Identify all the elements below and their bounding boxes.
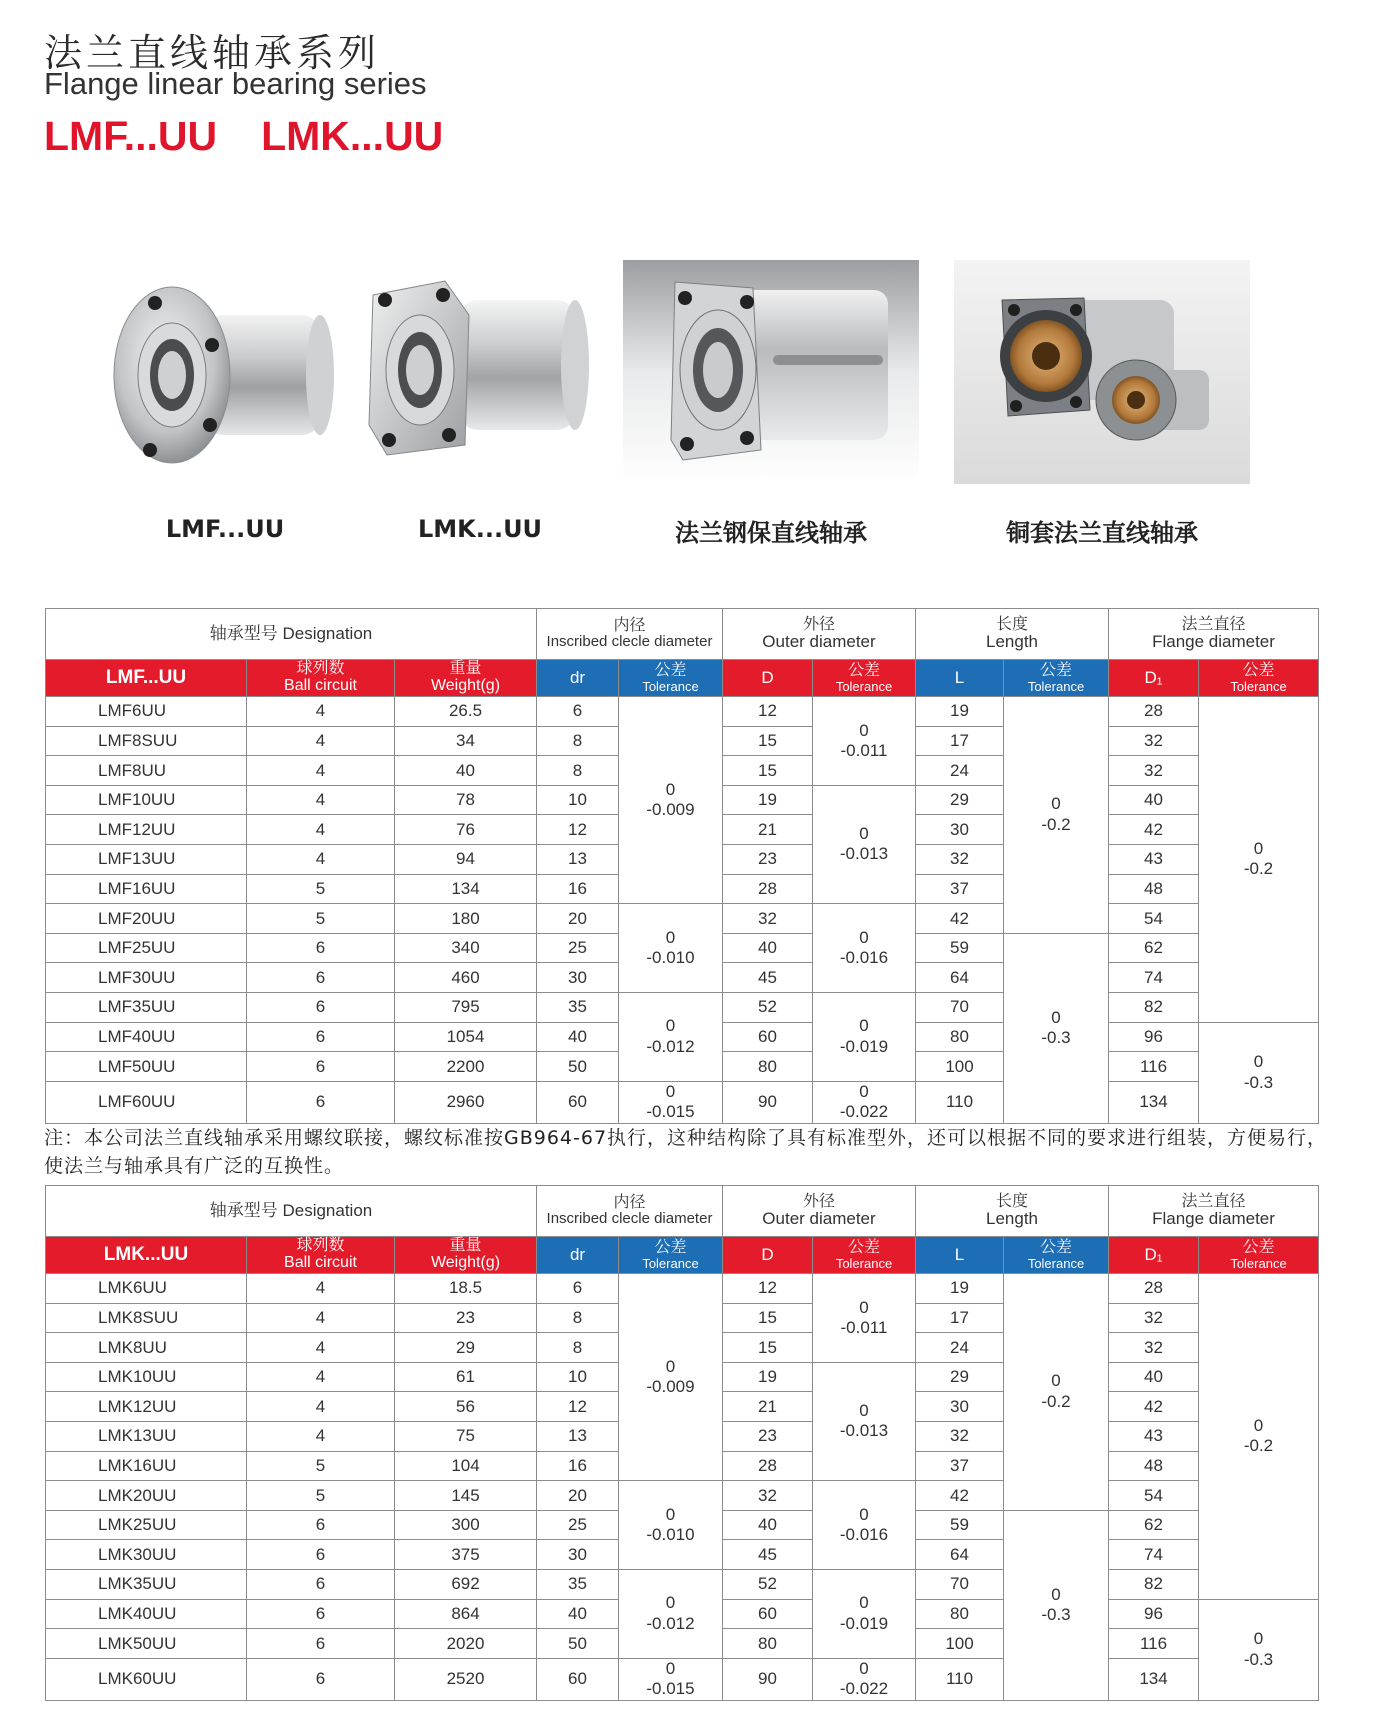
model-cell: LMK8SUU <box>46 1303 247 1333</box>
model-cell: LMK16UU <box>46 1451 247 1481</box>
flange-diameter-header: 法兰直径 Flange diameter <box>1109 609 1319 660</box>
d-header: D <box>723 660 813 697</box>
series-header: LMF...UU <box>46 660 247 697</box>
l-cell: 29 <box>916 785 1004 815</box>
table-row <box>46 697 1319 727</box>
d-cell: 52 <box>723 1569 813 1599</box>
d-cell: 80 <box>723 1052 813 1082</box>
model-cell: LMK30UU <box>46 1540 247 1570</box>
weight-cell: 180 <box>395 904 537 934</box>
d-cell: 60 <box>723 1599 813 1629</box>
dr-cell: 35 <box>537 992 619 1022</box>
d-cell: 15 <box>723 1303 813 1333</box>
dr-header: dr <box>537 1237 619 1274</box>
model-cell: LMK13UU <box>46 1421 247 1451</box>
d1-cell: 43 <box>1109 844 1199 874</box>
d1-tolerance-cell: 0 -0.2 <box>1199 1274 1319 1600</box>
dr-cell: 40 <box>537 1022 619 1052</box>
ball-circuit-cell: 6 <box>247 1510 395 1540</box>
weight-cell: 78 <box>395 785 537 815</box>
series-model-lmf: LMF...UU <box>44 113 218 159</box>
inner-diameter-header: 内径 Inscribed clecle diameter <box>537 1186 723 1237</box>
l-cell: 24 <box>916 756 1004 786</box>
dr-cell: 13 <box>537 1421 619 1451</box>
d-tolerance-cell: 0 -0.016 <box>813 1481 916 1570</box>
d-cell: 19 <box>723 785 813 815</box>
flange-diameter-header: 法兰直径 Flange diameter <box>1109 1186 1319 1237</box>
d1-cell: 116 <box>1109 1629 1199 1659</box>
d1-cell: 96 <box>1109 1599 1199 1629</box>
dr-cell: 25 <box>537 1510 619 1540</box>
ball-circuit-cell: 4 <box>247 726 395 756</box>
dr-tolerance-cell: 0 -0.010 <box>619 1481 723 1570</box>
d-tolerance-header: 公差 Tolerance <box>813 1237 916 1274</box>
weight-cell: 23 <box>395 1303 537 1333</box>
model-cell: LMF13UU <box>46 844 247 874</box>
ball-circuit-cell: 4 <box>247 1303 395 1333</box>
l-cell: 80 <box>916 1022 1004 1052</box>
inner-diameter-header: 内径 Inscribed clecle diameter <box>537 609 723 660</box>
d1-cell: 134 <box>1109 1658 1199 1700</box>
spec-table-lmk <box>45 1185 1319 1701</box>
dr-cell: 40 <box>537 1599 619 1629</box>
d1-cell: 116 <box>1109 1052 1199 1082</box>
l-cell: 70 <box>916 1569 1004 1599</box>
weight-cell: 145 <box>395 1481 537 1511</box>
photo-flange-steel-cage <box>623 260 919 484</box>
photo-copper-sleeve-flange <box>954 260 1250 484</box>
weight-cell: 300 <box>395 1510 537 1540</box>
model-cell: LMF35UU <box>46 992 247 1022</box>
note-text: 注：本公司法兰直线轴承采用螺纹联接，螺纹标准按GB964-67执行，这种结构除了具有标准型外，还可以根据不同的要求进行组装，方便易行， 使法兰与轴承具有广泛的互换性。 <box>44 1127 1328 1177</box>
d1-cell: 28 <box>1109 697 1199 727</box>
page-title-cn: 法兰直线轴承系列 <box>44 31 381 75</box>
d-cell: 23 <box>723 844 813 874</box>
table-row <box>46 904 1319 934</box>
d1-cell: 32 <box>1109 726 1199 756</box>
model-cell: LMK35UU <box>46 1569 247 1599</box>
d1-cell: 54 <box>1109 904 1199 934</box>
weight-cell: 2520 <box>395 1658 537 1700</box>
model-cell: LMK25UU <box>46 1510 247 1540</box>
dr-cell: 20 <box>537 904 619 934</box>
dr-cell: 35 <box>537 1569 619 1599</box>
ball-circuit-header: 球列数 Ball circuit <box>247 1237 395 1274</box>
weight-cell: 460 <box>395 963 537 993</box>
dr-header: dr <box>537 660 619 697</box>
d1-cell: 82 <box>1109 1569 1199 1599</box>
model-cell: LMF8UU <box>46 756 247 786</box>
d1-tolerance-cell: 0 -0.3 <box>1199 1599 1319 1700</box>
d1-cell: 74 <box>1109 1540 1199 1570</box>
l-cell: 19 <box>916 1274 1004 1304</box>
d-cell: 90 <box>723 1081 813 1123</box>
l-cell: 37 <box>916 874 1004 904</box>
dr-tolerance-cell: 0 -0.012 <box>619 1569 723 1658</box>
l-cell: 17 <box>916 1303 1004 1333</box>
weight-cell: 76 <box>395 815 537 845</box>
d-cell: 19 <box>723 1362 813 1392</box>
d1-cell: 40 <box>1109 785 1199 815</box>
ball-circuit-cell: 5 <box>247 874 395 904</box>
dr-cell: 20 <box>537 1481 619 1511</box>
model-cell: LMF10UU <box>46 785 247 815</box>
model-cell: LMF50UU <box>46 1052 247 1082</box>
d-cell: 45 <box>723 963 813 993</box>
model-cell: LMK10UU <box>46 1362 247 1392</box>
l-cell: 42 <box>916 904 1004 934</box>
d-cell: 12 <box>723 697 813 727</box>
ball-circuit-cell: 5 <box>247 904 395 934</box>
dr-cell: 6 <box>537 1274 619 1304</box>
d-tolerance-cell: 0 -0.022 <box>813 1081 916 1123</box>
dr-cell: 12 <box>537 1392 619 1422</box>
weight-cell: 340 <box>395 933 537 963</box>
weight-cell: 26.5 <box>395 697 537 727</box>
model-cell: LMF20UU <box>46 904 247 934</box>
dr-cell: 50 <box>537 1629 619 1659</box>
d-cell: 80 <box>723 1629 813 1659</box>
d-cell: 32 <box>723 904 813 934</box>
weight-header: 重量 Weight(g) <box>395 660 537 697</box>
d1-cell: 134 <box>1109 1081 1199 1123</box>
ball-circuit-cell: 4 <box>247 815 395 845</box>
designation-header: 轴承型号 Designation <box>46 609 537 660</box>
table-row <box>46 1658 1319 1700</box>
d-tolerance-cell: 0 -0.019 <box>813 1569 916 1658</box>
d-cell: 52 <box>723 992 813 1022</box>
l-cell: 64 <box>916 963 1004 993</box>
d-tolerance-header: 公差 Tolerance <box>813 660 916 697</box>
table-row <box>46 1274 1319 1304</box>
d-tolerance-cell: 0 -0.016 <box>813 904 916 993</box>
d-cell: 15 <box>723 1333 813 1363</box>
dr-cell: 60 <box>537 1658 619 1700</box>
l-cell: 59 <box>916 1510 1004 1540</box>
series-header: LMK...UU <box>46 1237 247 1274</box>
weight-cell: 34 <box>395 726 537 756</box>
d1-cell: 42 <box>1109 1392 1199 1422</box>
d-cell: 40 <box>723 933 813 963</box>
l-tolerance-header: 公差 Tolerance <box>1004 1237 1109 1274</box>
d-cell: 21 <box>723 1392 813 1422</box>
d1-cell: 32 <box>1109 756 1199 786</box>
caption-lmf: LMF...UU <box>165 515 285 543</box>
dr-tolerance-header: 公差 Tolerance <box>619 1237 723 1274</box>
weight-cell: 40 <box>395 756 537 786</box>
length-header: 长度 Length <box>916 609 1109 660</box>
ball-circuit-cell: 4 <box>247 785 395 815</box>
weight-cell: 864 <box>395 1599 537 1629</box>
d1-cell: 40 <box>1109 1362 1199 1392</box>
dr-cell: 12 <box>537 815 619 845</box>
ball-circuit-cell: 6 <box>247 1658 395 1700</box>
dr-cell: 8 <box>537 1333 619 1363</box>
table-row <box>46 1481 1319 1511</box>
model-cell: LMK12UU <box>46 1392 247 1422</box>
model-cell: LMK8UU <box>46 1333 247 1363</box>
d1-cell: 74 <box>1109 963 1199 993</box>
l-cell: 32 <box>916 1421 1004 1451</box>
spec-table-lmf <box>45 608 1319 1124</box>
weight-cell: 29 <box>395 1333 537 1363</box>
d1-header: D₁ <box>1109 660 1199 697</box>
designation-header: 轴承型号 Designation <box>46 1186 537 1237</box>
d1-tolerance-cell: 0 -0.2 <box>1199 697 1319 1023</box>
d-header: D <box>723 1237 813 1274</box>
ball-circuit-cell: 4 <box>247 1392 395 1422</box>
d-cell: 12 <box>723 1274 813 1304</box>
dr-cell: 50 <box>537 1052 619 1082</box>
dr-tolerance-cell: 0 -0.009 <box>619 697 723 904</box>
d-cell: 60 <box>723 1022 813 1052</box>
weight-cell: 104 <box>395 1451 537 1481</box>
d1-cell: 96 <box>1109 1022 1199 1052</box>
length-header: 长度 Length <box>916 1186 1109 1237</box>
d1-tolerance-header: 公差 Tolerance <box>1199 1237 1319 1274</box>
ball-circuit-cell: 6 <box>247 1599 395 1629</box>
ball-circuit-cell: 4 <box>247 1274 395 1304</box>
d-cell: 23 <box>723 1421 813 1451</box>
d-tolerance-cell: 0 -0.022 <box>813 1658 916 1700</box>
d-tolerance-cell: 0 -0.013 <box>813 785 916 903</box>
l-cell: 37 <box>916 1451 1004 1481</box>
outer-diameter-header: 外径 Outer diameter <box>723 609 916 660</box>
weight-cell: 2960 <box>395 1081 537 1123</box>
d1-cell: 82 <box>1109 992 1199 1022</box>
dr-cell: 13 <box>537 844 619 874</box>
ball-circuit-cell: 5 <box>247 1481 395 1511</box>
d1-cell: 32 <box>1109 1333 1199 1363</box>
model-cell: LMK50UU <box>46 1629 247 1659</box>
page-title-en: Flange linear bearing series <box>44 66 427 101</box>
dr-tolerance-cell: 0 -0.015 <box>619 1658 723 1700</box>
model-cell: LMF25UU <box>46 933 247 963</box>
d-cell: 28 <box>723 1451 813 1481</box>
d-cell: 21 <box>723 815 813 845</box>
dr-cell: 16 <box>537 1451 619 1481</box>
table-row <box>46 992 1319 1022</box>
model-cell: LMK60UU <box>46 1658 247 1700</box>
caption-copper-sleeve: 铜套法兰直线轴承 <box>1006 519 1198 547</box>
ball-circuit-cell: 4 <box>247 844 395 874</box>
l-header: L <box>916 660 1004 697</box>
l-cell: 42 <box>916 1481 1004 1511</box>
weight-cell: 61 <box>395 1362 537 1392</box>
ball-circuit-cell: 5 <box>247 1451 395 1481</box>
model-cell: LMK40UU <box>46 1599 247 1629</box>
outer-diameter-header: 外径 Outer diameter <box>723 1186 916 1237</box>
dr-cell: 8 <box>537 1303 619 1333</box>
d-cell: 90 <box>723 1658 813 1700</box>
dr-cell: 30 <box>537 1540 619 1570</box>
l-tolerance-header: 公差 Tolerance <box>1004 660 1109 697</box>
model-cell: LMF16UU <box>46 874 247 904</box>
d-tolerance-cell: 0 -0.019 <box>813 992 916 1081</box>
series-model-lmk: LMK...UU <box>261 113 444 159</box>
ball-circuit-cell: 6 <box>247 933 395 963</box>
d1-cell: 62 <box>1109 1510 1199 1540</box>
l-cell: 70 <box>916 992 1004 1022</box>
dr-cell: 6 <box>537 697 619 727</box>
photo-lmf-round-flange <box>110 275 340 475</box>
d1-tolerance-header: 公差 Tolerance <box>1199 660 1319 697</box>
l-cell: 29 <box>916 1362 1004 1392</box>
d1-cell: 42 <box>1109 815 1199 845</box>
dr-cell: 8 <box>537 756 619 786</box>
ball-circuit-cell: 6 <box>247 1052 395 1082</box>
weight-cell: 2020 <box>395 1629 537 1659</box>
d1-cell: 48 <box>1109 874 1199 904</box>
d-tolerance-cell: 0 -0.011 <box>813 1274 916 1363</box>
weight-cell: 56 <box>395 1392 537 1422</box>
ball-circuit-cell: 6 <box>247 1022 395 1052</box>
l-tolerance-cell: 0 -0.3 <box>1004 933 1109 1123</box>
ball-circuit-cell: 6 <box>247 1081 395 1123</box>
weight-cell: 18.5 <box>395 1274 537 1304</box>
d1-header: D₁ <box>1109 1237 1199 1274</box>
ball-circuit-cell: 4 <box>247 1362 395 1392</box>
caption-lmk: LMK...UU <box>417 515 543 543</box>
ball-circuit-cell: 4 <box>247 697 395 727</box>
ball-circuit-cell: 6 <box>247 1629 395 1659</box>
d-cell: 28 <box>723 874 813 904</box>
d1-cell: 28 <box>1109 1274 1199 1304</box>
model-cell: LMF12UU <box>46 815 247 845</box>
l-cell: 59 <box>916 933 1004 963</box>
l-cell: 17 <box>916 726 1004 756</box>
l-cell: 110 <box>916 1658 1004 1700</box>
l-cell: 19 <box>916 697 1004 727</box>
d1-cell: 62 <box>1109 933 1199 963</box>
ball-circuit-cell: 4 <box>247 1421 395 1451</box>
l-cell: 110 <box>916 1081 1004 1123</box>
l-cell: 32 <box>916 844 1004 874</box>
d-tolerance-cell: 0 -0.011 <box>813 697 916 786</box>
dr-cell: 10 <box>537 1362 619 1392</box>
model-cell: LMF60UU <box>46 1081 247 1123</box>
table-row <box>46 1081 1319 1123</box>
weight-cell: 692 <box>395 1569 537 1599</box>
l-tolerance-cell: 0 -0.2 <box>1004 697 1109 934</box>
l-cell: 24 <box>916 1333 1004 1363</box>
model-cell: LMF8SUU <box>46 726 247 756</box>
series-models <box>44 113 443 160</box>
model-cell: LMK6UU <box>46 1274 247 1304</box>
weight-cell: 1054 <box>395 1022 537 1052</box>
ball-circuit-cell: 6 <box>247 1540 395 1570</box>
l-tolerance-cell: 0 -0.3 <box>1004 1510 1109 1700</box>
dr-tolerance-cell: 0 -0.012 <box>619 992 723 1081</box>
dr-cell: 16 <box>537 874 619 904</box>
l-cell: 100 <box>916 1629 1004 1659</box>
d-cell: 45 <box>723 1540 813 1570</box>
l-header: L <box>916 1237 1004 1274</box>
model-cell: LMF40UU <box>46 1022 247 1052</box>
d1-cell: 43 <box>1109 1421 1199 1451</box>
d1-cell: 48 <box>1109 1451 1199 1481</box>
dr-cell: 60 <box>537 1081 619 1123</box>
l-cell: 100 <box>916 1052 1004 1082</box>
l-tolerance-cell: 0 -0.2 <box>1004 1274 1109 1511</box>
dr-tolerance-cell: 0 -0.009 <box>619 1274 723 1481</box>
weight-cell: 2200 <box>395 1052 537 1082</box>
dr-cell: 8 <box>537 726 619 756</box>
caption-flange-steel: 法兰钢保直线轴承 <box>675 519 867 547</box>
d1-cell: 32 <box>1109 1303 1199 1333</box>
weight-cell: 375 <box>395 1540 537 1570</box>
photo-lmk-square-flange <box>365 275 595 475</box>
dr-cell: 30 <box>537 963 619 993</box>
weight-cell: 134 <box>395 874 537 904</box>
d-cell: 32 <box>723 1481 813 1511</box>
weight-cell: 75 <box>395 1421 537 1451</box>
d1-tolerance-cell: 0 -0.3 <box>1199 1022 1319 1123</box>
ball-circuit-header: 球列数 Ball circuit <box>247 660 395 697</box>
model-cell: LMK20UU <box>46 1481 247 1511</box>
dr-tolerance-header: 公差 Tolerance <box>619 660 723 697</box>
ball-circuit-cell: 6 <box>247 992 395 1022</box>
d-cell: 15 <box>723 756 813 786</box>
table-row <box>46 1569 1319 1599</box>
d-cell: 15 <box>723 726 813 756</box>
weight-header: 重量 Weight(g) <box>395 1237 537 1274</box>
ball-circuit-cell: 6 <box>247 1569 395 1599</box>
ball-circuit-cell: 4 <box>247 756 395 786</box>
l-cell: 30 <box>916 1392 1004 1422</box>
d-cell: 40 <box>723 1510 813 1540</box>
dr-tolerance-cell: 0 -0.015 <box>619 1081 723 1123</box>
l-cell: 80 <box>916 1599 1004 1629</box>
ball-circuit-cell: 6 <box>247 963 395 993</box>
l-cell: 64 <box>916 1540 1004 1570</box>
weight-cell: 795 <box>395 992 537 1022</box>
dr-tolerance-cell: 0 -0.010 <box>619 904 723 993</box>
dr-cell: 25 <box>537 933 619 963</box>
d1-cell: 54 <box>1109 1481 1199 1511</box>
weight-cell: 94 <box>395 844 537 874</box>
ball-circuit-cell: 4 <box>247 1333 395 1363</box>
d-tolerance-cell: 0 -0.013 <box>813 1362 916 1480</box>
dr-cell: 10 <box>537 785 619 815</box>
model-cell: LMF6UU <box>46 697 247 727</box>
model-cell: LMF30UU <box>46 963 247 993</box>
l-cell: 30 <box>916 815 1004 845</box>
